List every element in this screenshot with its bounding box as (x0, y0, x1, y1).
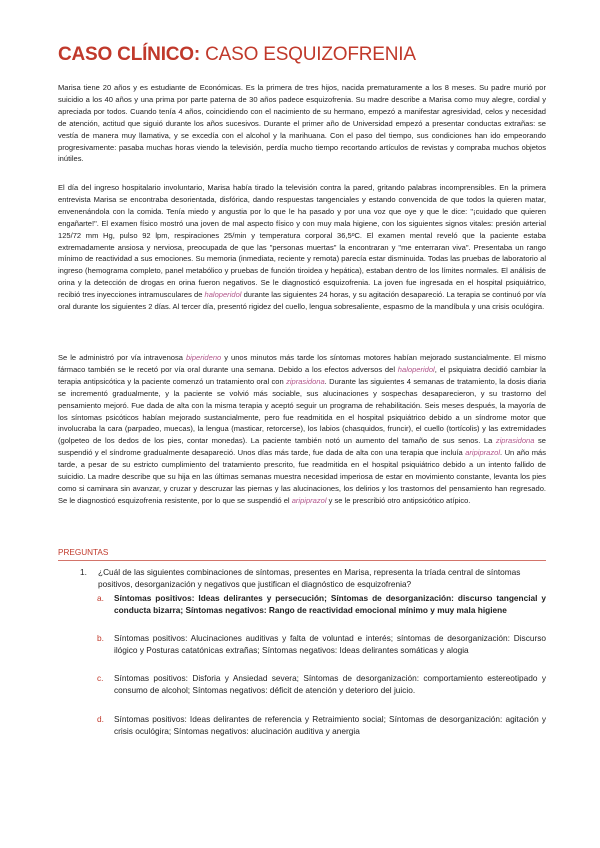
drug-aripiprazol: aripiprazol (465, 448, 501, 458)
drug-haloperidol: haloperidol (204, 290, 242, 300)
section-heading: PREGUNTAS (58, 548, 109, 557)
p3-text-a: Se le administró por vía intravenosa (58, 353, 186, 362)
p3-text-c: , el psiquiatra decidió cambiar la terapia antipsicótica y la paciente comenzó un tratamiento oral con (58, 364, 546, 386)
drug-biperideno: biperideno (185, 353, 222, 362)
paragraph-1: Marisa tiene 20 años y es estudiante de Económicas. Es la primera de tres hijos, nacida prematuramente a los 8 meses. Su padre murió por suicidio a los 40 años y una prima por parte paterna de 30 años padece esquizofrenia. Su madre describe a Marisa como muy alegre, cordial y apreciada por todos. Cuando tenía 4 años, coincidiendo con el nacimiento de su hermano, empezó a manifestar agresividad, celos y necesidad de atención, actitud que siguió durante los años sucesivos. Durante el primer año de Universidad empezó a presentar conductas extrañas: se vestía de manera muy llamativa, y se excedía con el alcohol y la marihuana. Con el paso del tiempo, sus condiciones han ido empeorando progresivamente: pasaba muchas horas viendo la televisión, perdía mucho tiempo recortando artículos de revistas y compraba muchos objetos inútiles. (58, 83, 546, 164)
option-d-text: Síntomas positivos: Ideas delirantes de referencia y Retraimiento social; Síntomas de desorganización: agitación y crisis oculógira; Síntomas negativos: alucinación auditiva y anergia (114, 714, 546, 736)
option-a-letter: a. (97, 593, 104, 603)
question-number: 1. (80, 567, 87, 577)
option-d-letter: d. (97, 714, 104, 724)
p3-text-e: se suspendió y el síndrome gradualmente desapareció. Unos días más tarde, fue dada de alta con una terapia que incluía (58, 436, 546, 458)
paragraph-3 (58, 352, 546, 507)
page-title (58, 44, 416, 66)
section-divider (58, 560, 546, 561)
option-c-letter: c. (97, 673, 104, 683)
drug-aripiprazol-2: aripiprazol (291, 495, 327, 505)
paragraph-2 (58, 182, 546, 313)
p2-text-a: El día del ingreso hospitalario involuntario, Marisa había tirado la televisión contra la pared, gritando palabras incomprensibles. En la primera entrevista Marisa se encontraba desorientada, disfórica, dando respuestas tangenciales y estando convencida de que todos la quieren matar, envenenándola con la comida. Tenía miedo y angustia por lo que le ha pasado y por una voz que oye y que le dice: "¡cuidado que quieren engañarte!". El examen físico mostró una joven de mal aspecto físico y con muy mala higiene, con los siguientes signos vitales: presión arterial 125/72 mm Hg, pulso 92 lpm, respiraciones 25/min y temperatura corporal 36,5ºC. El examen mental reveló que la paciente estaba extremadamente ansiosa y nerviosa, preocupada de que las "personas muertas" la encontraran y "me enterraran viva". Presentaba un rango mínimo de reactividad a sus emociones. Su memoria (inmediata, reciente y remota) parecía estar disminuida. Todas las pruebas de laboratorio al ingreso (hemograma completo, panel metabólico y pruebas de función tiroidea y hepática), estaban dentro de los límites normales. El análisis de orina y la detección de drogas en orina fueron negativos. Se le diagnosticó esquizofrenia. La joven fue ingresada en el hospital psiquiátrico, recibió tres inyecciones intramusculares de (58, 183, 546, 300)
drug-haloperidol-2: haloperidol (397, 364, 435, 374)
p3-text-b: y unos minutos más tarde los síntomas motores habían mejorado sustancialmente. El mismo fármaco también se le recetó por vía oral durante una semana. Debido a los efectos adversos del (58, 353, 546, 374)
title-rest: CASO ESQUIZOFRENIA (205, 44, 416, 65)
option-c-text: Síntomas positivos: Disforia y Ansiedad severa; Síntomas de desorganización: comportamiento estereotipado y consumo de alcohol; Síntomas negativos: déficit de atención y deterioro del juicio. (114, 673, 546, 695)
option-a-text: Síntomas positivos: Ideas delirantes y persecución; Síntomas de desorganización: discurso tangencial y conducta bizarra; Síntomas negativos: Rango de reactividad emocional mínimo y muy mala higiene (114, 593, 546, 615)
title-bold: CASO CLÍNICO: (58, 44, 201, 65)
option-b-text: Síntomas positivos: Alucinaciones auditivas y falta de voluntad e interés; síntomas de desorganización: Discurso ilógico y Posturas catatónicas extrañas; Síntomas negativos: Ideas delirantes somáticas y alogia (114, 633, 546, 655)
p3-text-g: y se le prescribió otro antipsicótico atípico. (326, 495, 471, 505)
drug-ziprasidona: ziprasidona (286, 376, 325, 386)
question-text: ¿Cuál de las siguientes combinaciones de síntomas, presentes en Marisa, representa la tríada central de síntomas positivos, desorganización y negativos que justifican el diagnóstico de esquizofrenia? (98, 567, 521, 589)
option-b-letter: b. (97, 633, 104, 643)
p3-text-f: . Un año más tarde, a pesar de su estricto cumplimiento del tratamiento prescrito, fue readmitida en el hospital psiquiátrico debido a un intento fallido de suicidio. La madre describe que su hija en las últimas semanas muestra necesidad imperiosa de estar en movimiento constante, levanta los pies como si caminara sin avanzar, y cruzar y descruzar las piernas y las alucinaciones, los delirios y los trastornos del pensamiento han regresado. Se le diagnosticó esquizofrenia resistente, por lo que se suspendió el (58, 448, 546, 505)
drug-ziprasidona-2: ziprasidona (495, 436, 535, 446)
p2-text-b: durante las siguientes 24 horas, y su agitación desapareció. La terapia se continuó por vía oral durante los siguientes 2 días. Al tercer día, presentó rigidez del cuello, lengua sobresaliente, espasmo de la mandíbula y una crisis oculógira. (58, 290, 546, 312)
p3-text-d: . Durante las siguientes 4 semanas de tratamiento, la dosis diaria se incrementó gradualmente, y la paciente se volvió más sociable, sus alucinaciones y sospechas desaparecieron, y su trastorno del pensamiento mejoró. Fue dada de alta con la misma terapia y aceptó seguir un programa de rehabilitación. Seis meses después, la mayoría de los síntomas psicóticos habían mejorado sustancialmente, pero fue readmitida en el hospital psiquiátrico debido a un síndrome motor que involucraba la cara (parpadeo, muecas), la lengua (masticar, retorcerse), los labios (chasquidos, fruncir), el cuello (tortícolis) y las extremidades (golpeteo de los dedos de los pies, contar monedas). La paciente también notó un aumento del tamaño de sus senos. La (58, 376, 547, 446)
